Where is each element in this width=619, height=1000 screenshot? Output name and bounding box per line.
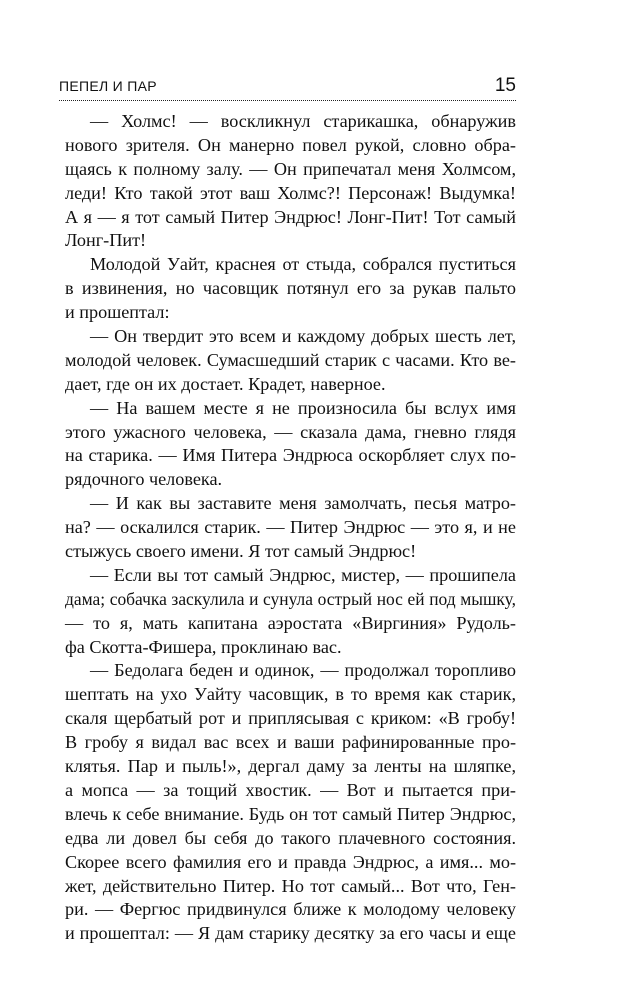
- body-text: [65, 110, 516, 946]
- text-line: и прошептал: — Я дам старику десятку за его часы и еще: [65, 923, 516, 944]
- text-line: фа Скотта-Фишера, проклинаю вас.: [65, 636, 342, 657]
- text-line: леди! Кто такой этот ваш Холмс?! Персонаж! Выдумка!: [65, 182, 516, 203]
- text-line: дама; собачка заскулила и сунула острый нос ей под мышку,: [65, 588, 516, 609]
- text-line: едва ли довел бы себя до такого плачевного состояния.: [65, 827, 516, 848]
- text-line: на старика. — Имя Питера Эндрюса оскорбляет слух по-: [65, 445, 516, 466]
- text-line: В гробу я видал вас всех и ваши рафинированные про-: [65, 732, 516, 753]
- text-line: на? — оскалился старик. — Питер Эндрюс — это я, и не: [65, 517, 516, 538]
- text-line: рядочного человека.: [65, 469, 223, 490]
- text-line: и прошептал:: [65, 302, 170, 323]
- text-line: щаясь к полному залу. — Он припечатал меня Холмсом,: [65, 158, 516, 179]
- text-line: а мопса — за тощий хвостик. — Вот и пытается при-: [65, 779, 516, 800]
- text-line: стыжусь своего имени. Я тот самый Эндрюс!: [65, 541, 417, 562]
- text-line: дает, где он их достает. Крадет, наверное.: [65, 373, 386, 394]
- text-line: шептать на ухо Уайту часовщик, в то время как старик,: [65, 684, 516, 705]
- text-line: — Если вы тот самый Эндрюс, мистер, — прошипела: [90, 564, 516, 585]
- header-dotted-rule: [59, 100, 516, 101]
- page-number: 15: [494, 75, 516, 96]
- text-line: влечь к себе внимание. Будь он тот самый Питер Эндрюс,: [65, 803, 516, 824]
- text-line: жет, действительно Питер. Но тот самый... Вот что, Ген-: [65, 875, 516, 896]
- text-line: этого ужасного человека, — сказала дама, гневно глядя: [65, 421, 516, 442]
- running-header: [59, 76, 516, 102]
- text-line: нового зрителя. Он манерно повел рукой, словно обра-: [65, 134, 516, 155]
- text-line: Лонг-Пит!: [65, 230, 147, 251]
- text-line: — Холмс! — воскликнул старикашка, обнаружив: [90, 111, 516, 131]
- text-line: клятья. Пар и пыль!», дергал даму за ленты на шляпке,: [65, 756, 516, 777]
- text-line: Молодой Уайт, краснея от стыда, собрался пуститься: [90, 254, 516, 275]
- text-line: А я — я тот самый Питер Эндрюс! Лонг-Пит! Тот самый: [65, 206, 516, 227]
- text-line: ри. — Фергюс придвинулся ближе к молодому человеку: [65, 899, 516, 920]
- text-line: молодой человек. Сумасшедший старик с часами. Кто ве-: [65, 349, 516, 370]
- text-line: скаля щербатый рот и приплясывая с криком: «В гробу!: [65, 708, 516, 729]
- text-line: — то я, мать капитана аэростата «Виргиния» Рудоль-: [65, 612, 516, 633]
- text-line: — На вашем месте я не произносила бы вслух имя: [90, 397, 516, 418]
- text-line: — И как вы заставите меня замолчать, песья матро-: [90, 493, 516, 514]
- text-line: — Он твердит это всем и каждому добрых шесть лет,: [90, 326, 516, 347]
- text-line: — Бедолага беден и одинок, — продолжал торопливо: [90, 660, 516, 681]
- book-title: ПЕПЕЛ И ПАР: [59, 78, 157, 94]
- text-line: Скорее всего фамилия его и правда Эндрюс, а имя... мо-: [65, 851, 516, 872]
- text-line: в извинения, но часовщик потянул его за рукав пальто: [65, 278, 516, 299]
